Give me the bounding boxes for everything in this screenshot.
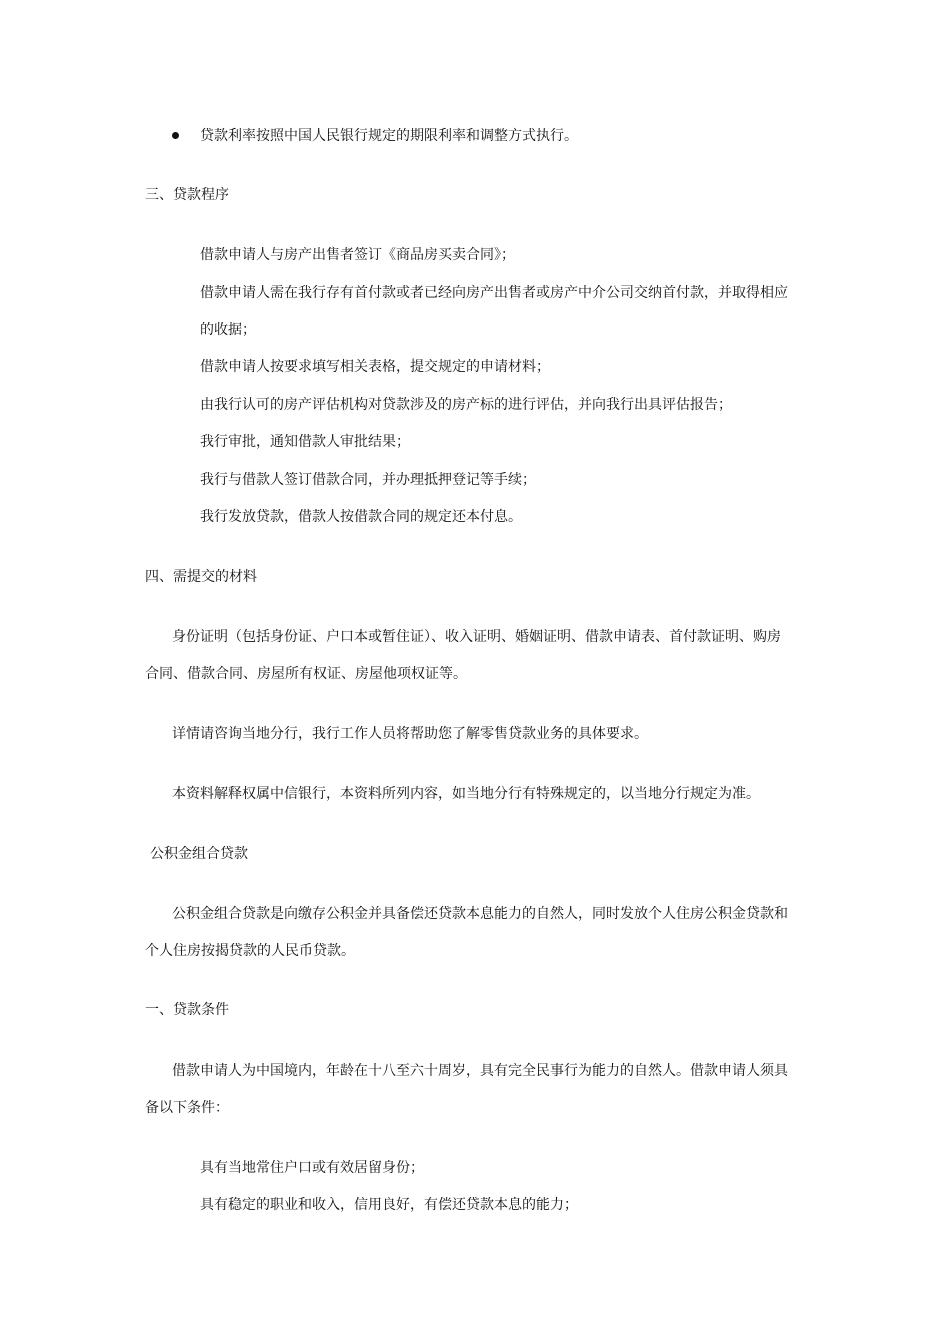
procedure-step: 我行发放贷款，借款人按借款合同的规定还本付息。 [200, 509, 522, 525]
bullet-item-interest-rate: 贷款利率按照中国人民银行规定的期限利率和调整方式执行。 [200, 128, 578, 144]
combo-loan-description-line: 个人住房按揭贷款的人民币贷款。 [145, 943, 355, 959]
procedure-step: 借款申请人按要求填写相关表格，提交规定的申请材料； [200, 359, 550, 375]
conditions-paragraph-line: 备以下条件： [145, 1100, 229, 1116]
section-heading-required-materials: 四、需提交的材料 [145, 569, 257, 585]
consult-paragraph: 详情请咨询当地分行，我行工作人员将帮助您了解零售贷款业务的具体要求。 [172, 726, 648, 742]
combo-loan-description-line: 公积金组合贷款是向缴存公积金并具备偿还贷款本息能力的自然人，同时发放个人住房公积金贷款和 [172, 906, 788, 922]
section-heading-loan-conditions: 一、贷款条件 [145, 1002, 229, 1018]
condition-item: 具有稳定的职业和收入，信用良好，有偿还贷款本息的能力； [200, 1197, 578, 1213]
procedure-step: 我行与借款人签订借款合同，并办理抵押登记等手续； [200, 472, 536, 488]
condition-item: 具有当地常住户口或有效居留身份； [200, 1160, 424, 1176]
disclaimer-paragraph: 本资料解释权属中信银行，本资料所列内容，如当地分行有特殊规定的，以当地分行规定为准。 [172, 786, 760, 802]
bullet-icon [172, 132, 179, 139]
section-heading-loan-procedure: 三、贷款程序 [145, 187, 229, 203]
procedure-step: 由我行认可的房产评估机构对贷款涉及的房产标的进行评估，并向我行出具评估报告； [200, 397, 732, 413]
procedure-step: 我行审批，通知借款人审批结果； [200, 434, 410, 450]
procedure-step-continuation: 的收据； [200, 322, 256, 338]
materials-paragraph-line: 身份证明（包括身份证、户口本或暂住证）、收入证明、婚姻证明、借款申请表、首付款证明、购房 [172, 629, 781, 645]
materials-paragraph-line: 合同、借款合同、房屋所有权证、房屋他项权证等。 [145, 666, 467, 682]
product-title-combo-loan: 公积金组合贷款 [150, 846, 248, 862]
conditions-paragraph-line: 借款申请人为中国境内，年龄在十八至六十周岁，具有完全民事行为能力的自然人。借款申请人须具 [172, 1063, 788, 1079]
procedure-step: 借款申请人需在我行存有首付款或者已经向房产出售者或房产中介公司交纳首付款，并取得相应 [200, 285, 788, 301]
procedure-step: 借款申请人与房产出售者签订《商品房买卖合同》； [200, 247, 515, 263]
